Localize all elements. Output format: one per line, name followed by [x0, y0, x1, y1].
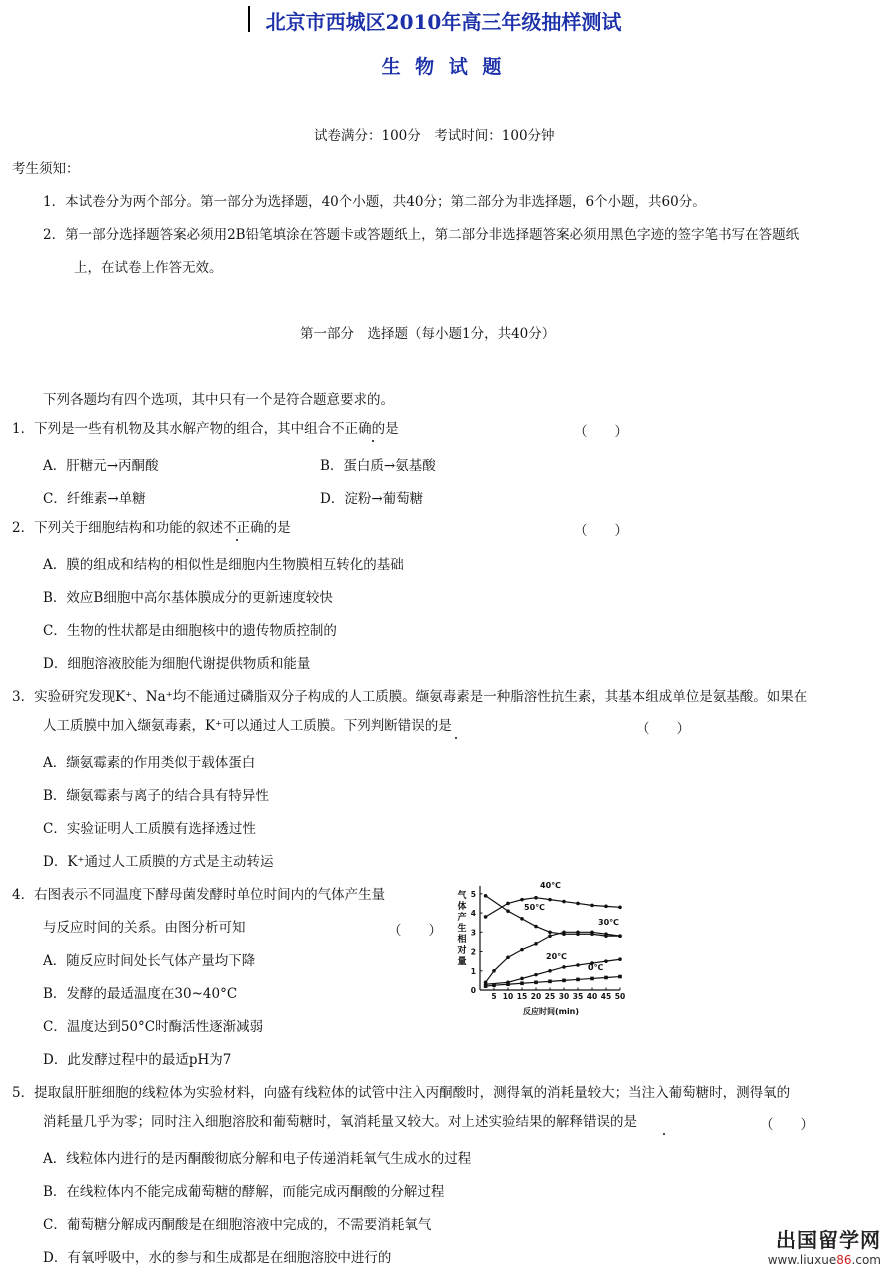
- page-subtitle: 生 物 试 题: [381, 56, 506, 78]
- q4-option-c: C．温度达到50°C时酶活性逐渐减弱: [43, 1019, 264, 1035]
- answer-paren-3: （ ）: [636, 721, 690, 737]
- data-point: [590, 977, 594, 981]
- y-tick-label: 4: [470, 909, 476, 919]
- q1-option-b: B．蛋白质→氨基酸: [320, 458, 436, 474]
- data-point: [548, 898, 552, 902]
- data-point: [534, 896, 538, 900]
- series-label: 20℃: [546, 952, 567, 961]
- question-3-stem-cont: 人工质膜中加入缬氨毒素，K⁺可以通过人工质膜。下列判断错误的是: [43, 718, 452, 734]
- data-point: [562, 979, 566, 983]
- data-point: [562, 931, 566, 935]
- answer-paren-1: （ ）: [574, 424, 628, 440]
- ylabel-char: 相: [457, 935, 467, 945]
- data-point: [492, 969, 496, 973]
- data-point: [506, 902, 510, 906]
- notice-item-2: 2．第一部分选择题答案必须用2B铅笔填涂在答题卡或答题纸上，第二部分非选择题答案必须用黑色字迹的签字笔书写在答题纸: [43, 227, 800, 243]
- q4-option-d: D．此发酵过程中的最适pH为7: [43, 1052, 232, 1068]
- q1-option-a: A．肝糖元→丙酮酸: [43, 458, 159, 474]
- chart-series: [484, 881, 622, 988]
- ylabel-char: 体: [457, 902, 467, 912]
- data-point: [618, 975, 622, 979]
- data-point: [604, 959, 608, 963]
- site-watermark: [768, 1224, 881, 1267]
- data-point: [576, 963, 580, 967]
- data-point: [520, 948, 524, 952]
- q1-option-d: D．淀粉→葡萄糖: [320, 491, 424, 507]
- emphasis-dot: [455, 737, 457, 739]
- part1-instruction: 下列各题均有四个选项，其中只有一个是符合题意要求的。: [43, 392, 394, 408]
- series-line: [486, 977, 620, 987]
- data-point: [576, 931, 580, 935]
- data-point: [534, 942, 538, 946]
- q3-option-a: A．缬氨霉素的作用类似于载体蛋白: [43, 755, 256, 771]
- q5-option-d: D．有氧呼吸中，水的参与和生成都是在细胞溶胶中进行的: [43, 1250, 392, 1266]
- data-point: [484, 984, 488, 988]
- data-point: [506, 909, 510, 913]
- x-tick-label: 45: [600, 992, 612, 1001]
- q4-option-a: A．随反应时间处长气体产量均下降: [43, 953, 256, 969]
- y-tick-label: 5: [470, 889, 476, 899]
- y-tick-label: 1: [470, 966, 476, 976]
- answer-paren-2: （ ）: [574, 523, 628, 539]
- question-5-stem: 5．提取鼠肝脏细胞的线粒体为实验材料，向盛有线粒体的试管中注入丙酮酸时，测得氧的消耗量较大；当注入葡萄糖时，测得氧的: [12, 1085, 791, 1101]
- y-tick-label: 2: [470, 947, 476, 957]
- emphasis-dot: [663, 1133, 665, 1135]
- series-line: [486, 896, 620, 936]
- data-point: [506, 982, 510, 986]
- x-tick-label: 30: [558, 992, 570, 1001]
- question-4-stem-cont: 与反应时间的关系。由图分析可知: [43, 920, 246, 936]
- ylabel-char: 量: [457, 957, 467, 967]
- x-tick-label: 20: [530, 992, 542, 1001]
- q3-option-c: C．实验证明人工质膜有选择透过性: [43, 821, 256, 837]
- watermark-url-num: 86: [836, 1253, 852, 1267]
- data-point: [548, 934, 552, 938]
- answer-paren-5: （ ）: [760, 1117, 814, 1133]
- q3-option-d: D．K⁺通过人工质膜的方式是主动转运: [43, 854, 274, 870]
- series-label: 40℃: [540, 881, 561, 890]
- chart-ylabel: [456, 889, 467, 967]
- q2-option-c: C．生物的性状都是由细胞核中的遗传物质控制的: [43, 623, 337, 639]
- q5-option-c: C．葡萄糖分解成丙酮酸是在细胞溶液中完成的，不需要消耗氧气: [43, 1217, 432, 1233]
- x-tick-label: 50: [614, 992, 626, 1001]
- watermark-name: 出国留学网: [776, 1228, 881, 1252]
- data-point: [576, 902, 580, 906]
- data-point: [484, 894, 488, 898]
- answer-paren-4: （ ）: [388, 923, 442, 939]
- q3-option-b: B．缬氨霉素与离子的结合具有特异性: [43, 788, 269, 804]
- data-point: [562, 900, 566, 904]
- page-title: 北京市西城区2010年高三年级抽样测试: [265, 10, 622, 34]
- data-point: [576, 978, 580, 982]
- notice-item-1: 1．本试卷分为两个部分。第一部分为选择题，40个小题，共40分；第二部分为非选择题，6个小题，共60分。: [43, 194, 706, 210]
- ylabel-char: 产: [457, 913, 467, 923]
- data-point: [604, 976, 608, 980]
- x-tick-label: 35: [572, 992, 584, 1001]
- q1-option-c: C．纤维素→单糖: [43, 491, 146, 507]
- watermark-url: [768, 1253, 881, 1267]
- data-point: [534, 973, 538, 977]
- data-point: [484, 915, 488, 919]
- question-1-stem: 1．下列是一些有机物及其水解产物的组合，其中组合不正确的是: [12, 421, 399, 437]
- q2-option-b: B．效应B细胞中高尔基体膜成分的更新速度较快: [43, 590, 333, 606]
- question-2-stem: 2．下列关于细胞结构和功能的叙述不正确的是: [12, 520, 291, 536]
- q2-option-a: A．膜的组成和结构的相似性是细胞内生物膜相互转化的基础: [43, 557, 404, 573]
- series-label: 0℃: [588, 963, 604, 972]
- data-point: [604, 905, 608, 909]
- data-point: [548, 931, 552, 935]
- q2-option-d: D．细胞溶液胶能为细胞代谢提供物质和能量: [43, 656, 311, 672]
- data-point: [548, 980, 552, 984]
- x-tick-label: 10: [502, 992, 514, 1001]
- data-point: [520, 981, 524, 985]
- data-point: [506, 956, 510, 960]
- data-point: [618, 934, 622, 938]
- series-label: 50℃: [524, 903, 545, 912]
- data-point: [534, 981, 538, 985]
- series-line: [486, 898, 620, 917]
- ylabel-char: 生: [457, 924, 467, 934]
- notice-item-2-cont: 上，在试卷上作答无效。: [74, 260, 223, 276]
- notice-heading: 考生须知：: [12, 161, 80, 177]
- data-point: [618, 957, 622, 961]
- ylabel-char: 气: [457, 891, 467, 901]
- question-4-stem: 4．右图表示不同温度下酵母菌发酵时单位时间内的气体产生量: [12, 887, 386, 903]
- x-tick-label: 5: [491, 992, 497, 1001]
- data-point: [604, 932, 608, 936]
- part1-heading: 第一部分 选择题（每小题1分，共40分）: [300, 326, 556, 342]
- data-point: [618, 906, 622, 910]
- watermark-url-post: .com: [851, 1253, 881, 1267]
- q5-option-a: A．线粒体内进行的是丙酮酸彻底分解和电子传递消耗氧气生成水的过程: [43, 1151, 472, 1167]
- y-tick-label: 0: [470, 986, 476, 995]
- x-tick-label: 25: [544, 992, 556, 1001]
- data-point: [590, 904, 594, 908]
- data-point: [520, 977, 524, 981]
- exam-info: 试卷满分：100分 考试时间：100分钟: [314, 128, 555, 144]
- q4-option-b: B．发酵的最适温度在30~40°C: [43, 986, 238, 1002]
- watermark-url-pre: www.liuxue: [767, 1253, 837, 1267]
- data-point: [562, 965, 566, 969]
- x-tick-label: 15: [516, 992, 528, 1001]
- y-tick-label: 3: [470, 928, 476, 938]
- data-point: [548, 969, 552, 973]
- gas-production-chart: [452, 880, 632, 1018]
- data-point: [534, 925, 538, 929]
- series-label: 30℃: [598, 918, 619, 927]
- x-tick-label: 40: [586, 992, 598, 1001]
- data-point: [590, 931, 594, 935]
- question-3-stem: 3．实验研究发现K⁺、Na⁺均不能通过磷脂双分子构成的人工质膜。缬氨毒素是一种脂溶性抗生素，其基本组成单位是氨基酸。如果在: [12, 689, 808, 705]
- emphasis-dot: [372, 440, 374, 442]
- emphasis-dot: [236, 539, 238, 541]
- data-point: [520, 917, 524, 921]
- data-point: [492, 983, 496, 987]
- ylabel-char: 对: [457, 946, 467, 956]
- question-5-stem-cont: 消耗量几乎为零；同时注入细胞溶胶和葡萄糖时，氧消耗量又较大。对上述实验结果的解释错误的是: [43, 1114, 637, 1130]
- chart-xlabel: 反应时间(min): [522, 1007, 580, 1016]
- q5-option-b: B．在线粒体内不能完成葡萄糖的酵解，而能完成丙酮酸的分解过程: [43, 1184, 445, 1200]
- data-point: [520, 898, 524, 902]
